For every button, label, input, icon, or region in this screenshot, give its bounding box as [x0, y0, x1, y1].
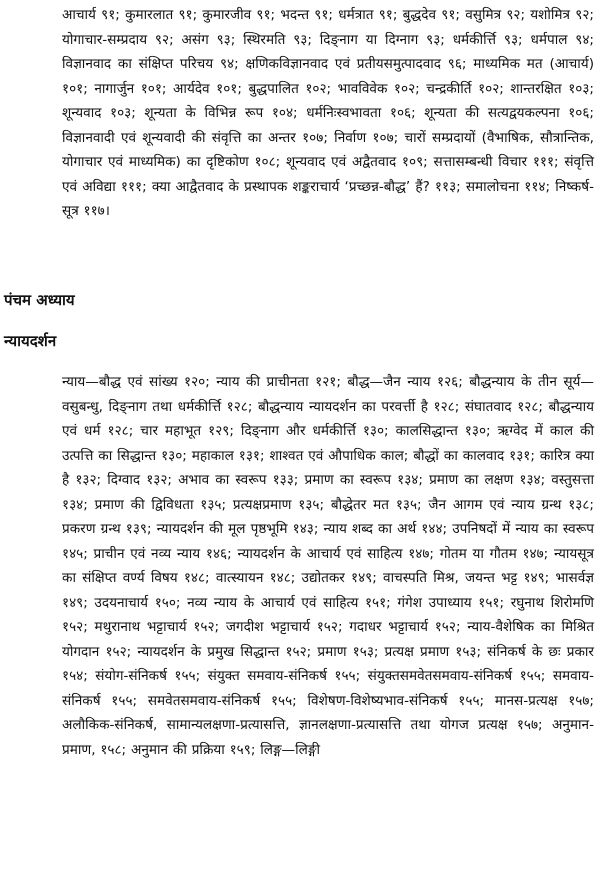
section-heading: न्यायदर्शन	[4, 332, 57, 350]
chapter-heading: पंचम अध्याय	[4, 291, 75, 309]
continuation-paragraph: आचार्य ९१; कुमारलात ९१; कुमारजीव ९१; भदन्त ९१; धर्मत्रात ९१; बुद्धदेव ९१; वसुमित्र ९२; यशोमित्र ९२; योगाचार-सम्प्रदाय ९२; असंग ९३; स्थिरमति ९३; दिङ्नाग या दिग्नाग ९३; धर्मकीर्त्ति ९३; धर्मपाल ९४; विज्ञानवाद का संक्षिप्त परिचय ९४; क्षणिकविज्ञानवाद एवं प्रतीयसमुत्पादवाद ९६; माध्यमिक मत (आचार्य) १०१; नागार्जुन १०१; आर्यदेव १०१; बुद्धपालित १०२; भावविवेक १०२; चन्द्रकीर्ति १०२; शान्तरक्षित १०३; शून्यवाद १०३; शून्यता के विभिन्न रूप १०४; धर्मनिःस्वभावता १०६; शून्यता की सत्यद्वयकल्पना १०६; विज्ञानवादी एवं शून्यवादी की संवृत्ति का अन्तर १०७; निर्वाण १०७; चारों सम्प्रदायों (वैभाषिक, सौत्रान्तिक, योगाचार एवं माध्यमिक) का दृष्टिकोण १०८; शून्यवाद एवं अद्वैतवाद १०९; सत्तासम्बन्धी विचार १११; संवृत्ति एवं अविद्या १११; क्या आद्वैतवाद के प्रस्थापक शङ्कराचार्य ‘प्रच्छन्न-बौद्ध’ हैं? ११३; समालोचना ११४; निष्कर्ष-सूत्र ११७।	[62, 7, 595, 219]
section-paragraph: न्याय—बौद्ध एवं सांख्य १२०; न्याय की प्राचीनता १२१; बौद्ध—जैन न्याय १२६; बौद्धन्याय के तीन सूर्य—वसुबन्धु, दिङ्नाग तथा धर्मकीर्त्ति १२८; बौद्धन्याय न्यायदर्शन का परवर्त्ती है १२८; संघातवाद १२८; बौद्धन्याय एवं धर्म १२८; चार महाभूत १२९; दिङ्नाग और धर्मकीर्त्ति १३०; कालसिद्धान्त १३०; ऋग्वेद में काल की उत्पत्ति का सिद्धान्त १३०; महाकाल १३१; शाश्वत एवं औपाधिक काल; बौद्धों का कालवाद १३१; कारित्र क्या है १३२; दिग्वाद १३२; अभाव का स्वरूप १३३; प्रमाण का स्वरूप १३४; प्रमाण का लक्षण १३४; वस्तुसत्ता १३४; प्रमाण की द्विविधता १३५; प्रत्यक्षप्रमाण १३५; बौद्धेतर मत १३५; जैन आगम एवं न्याय ग्रन्थ १३८; प्रकरण ग्रन्थ १३९; न्यायदर्शन की मूल पृष्ठभूमि १४३; न्याय शब्द का अर्थ १४४; उपनिषदों में न्याय का स्वरूप १४५; प्राचीन एवं नव्य न्याय १४६; न्यायदर्शन के आचार्य एवं साहित्य १४७; गोतम या गौतम १४७; न्यायसूत्र का संक्षिप्त वर्ण्य विषय १४८; वात्स्यायन १४८; उद्योतकर १४९; वाचस्पति मिश्र, जयन्त भट्ट १४९; भासर्वज्ञ १४९; उदयनाचार्य १५०; नव्य न्याय के आचार्य एवं साहित्य १५१; गंगेश उपाध्याय १५१; रघुनाथ शिरोमणि १५२; मथुरानाथ भट्टाचार्य १५२; जगदीश भट्टाचार्य १५२; गदाधर भट्टाचार्य १५२; न्याय-वैशेषिक का मिश्रित योगदान १५२; न्यायदर्शन के प्रमुख सिद्धान्त १५२; प्रमाण १५३; प्रत्यक्ष प्रमाण १५३; संनिकर्ष के छः प्रकार १५४; संयोग-संनिकर्ष १५५; संयुक्त समवाय-संनिकर्ष १५५; संयुक्तसमवेतसमवाय-संनिकर्ष १५५; समवाय-संनिकर्ष १५५; समवेतसमवाय-संनिकर्ष १५५; विशेषण-विशेष्यभाव-संनिकर्ष १५५; मानस-प्रत्यक्ष १५७; अलौकिक-संनिकर्ष, सामान्यलक्षणा-प्रत्यासत्ति, ज्ञानलक्षणा-प्रत्यासत्ति तथा योगज प्रत्यक्ष १५७; अनुमान-प्रमाण, १५८; अनुमान की प्रक्रिया १५९; लिङ्ग—लिङ्गी	[62, 374, 594, 758]
